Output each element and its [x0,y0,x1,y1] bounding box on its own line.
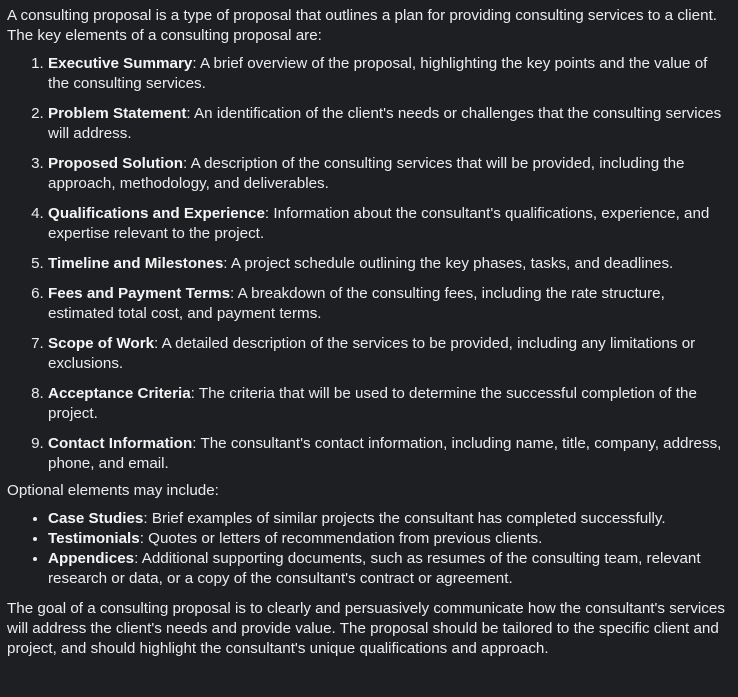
list-item [48,529,731,549]
intro-paragraph: A consulting proposal is a type of proposal that outlines a plan for providing consulting services to a client. The key elements of a consulting proposal are: [7,7,718,44]
item-text: : The consultant's contact information, including name, title, company, address, phone, and email. [48,435,722,472]
item-title: Qualifications and Experience [48,205,265,222]
item-title: Testimonials [48,530,140,547]
item-title: Proposed Solution [48,155,183,172]
item-text: : Quotes or letters of recommendation from previous clients. [139,530,543,547]
item-title: Executive Summary [48,55,193,72]
outro-paragraph: The goal of a consulting proposal is to clearly and persuasively communicate how the consultant's services will address the client's needs and provide value. The proposal should be tailored to the specific client and project, and should highlight the consultant's unique qualifications and approach. [7,600,725,657]
item-text: : An identification of the client's needs or challenges that the consulting services will address. [48,105,722,142]
item-title: Acceptance Criteria [48,385,191,402]
list-item [48,384,731,424]
item-title: Scope of Work [48,335,155,352]
item-title: Contact Information [48,435,193,452]
item-title: Problem Statement [48,105,187,122]
optional-heading: Optional elements may include: [7,482,219,499]
list-item [48,204,731,244]
item-text: : Additional supporting documents, such as resumes of the consulting team, relevant research or data, or a copy of the consultant's contract or agreement. [48,550,701,587]
list-item [48,154,731,194]
item-text: : Brief examples of similar projects the consultant has completed successfully. [143,510,666,527]
item-text: : A breakdown of the consulting fees, including the rate structure, estimated total cost, and payment terms. [48,285,665,322]
list-item [48,54,731,94]
list-item [48,284,731,324]
item-text: : A brief overview of the proposal, highlighting the key points and the value of the consulting services. [48,55,708,92]
item-title: Case Studies [48,510,144,527]
list-item [48,509,731,529]
item-title: Timeline and Milestones [48,255,224,272]
list-item [48,104,731,144]
item-text: : Information about the consultant's qualifications, experience, and expertise relevant to the project. [48,205,710,242]
list-item [48,254,731,274]
key-elements-list [7,54,731,474]
item-text: : The criteria that will be used to determine the successful completion of the project. [48,385,697,422]
list-item [48,549,731,589]
list-item [48,334,731,374]
optional-elements-list [7,509,731,589]
list-item [48,434,731,474]
item-title: Appendices [48,550,135,567]
item-text: : A detailed description of the services to be provided, including any limitations or exclusions. [48,335,696,372]
item-text: : A project schedule outlining the key phases, tasks, and deadlines. [223,255,674,272]
item-title: Fees and Payment Terms [48,285,231,302]
item-text: : A description of the consulting services that will be provided, including the approach, methodology, and deliverables. [48,155,685,192]
